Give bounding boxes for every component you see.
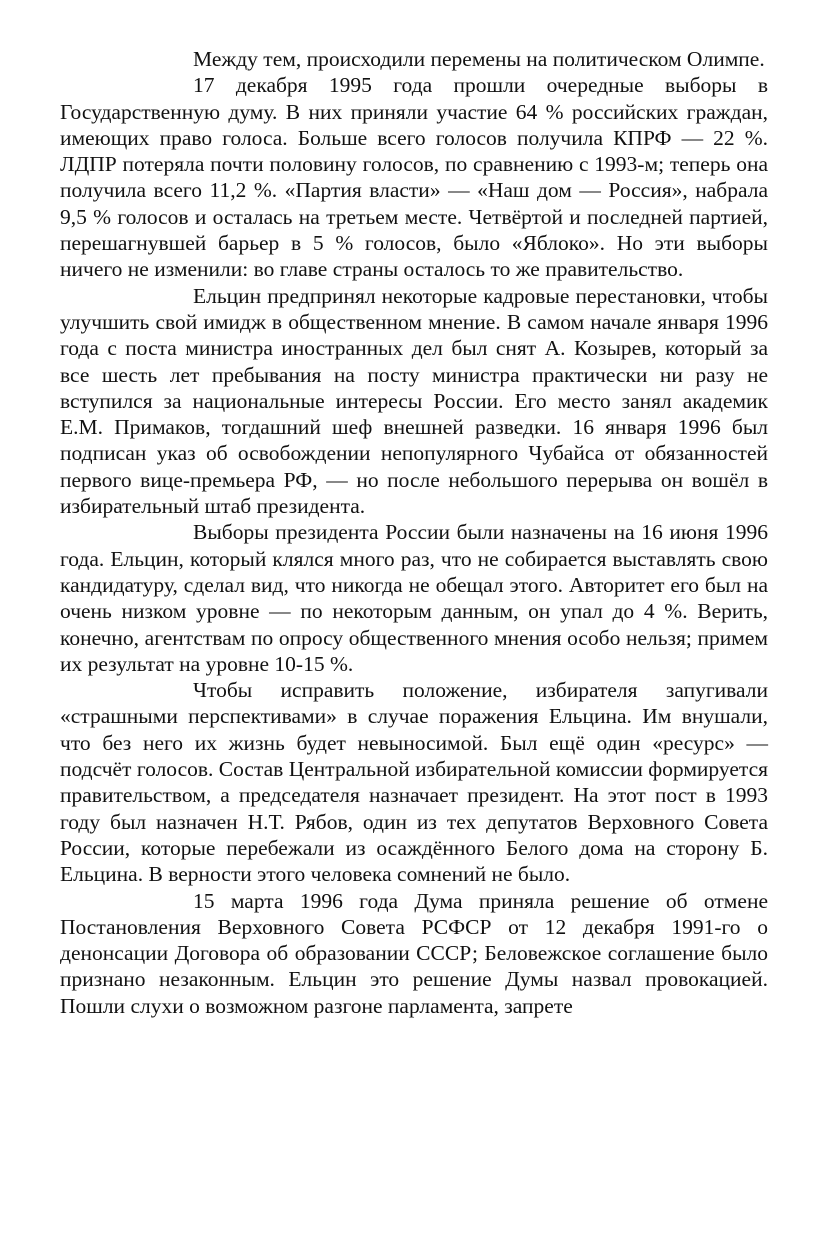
- paragraph-presidential-elections: Выборы президента России были назначены на 16 июня 1996 года. Ельцин, который клялся много раз, что не собирается выставлять свою кандидатуру, сделал вид, что никогда не обещал этого. Авторитет его был на очень низком уровне — по некоторым данным, он упал до 4 %. Верить, конечно, агентствам по опросу общественного мнения особо нельзя; примем их результат на уровне 10-15 %.: [60, 520, 768, 676]
- paragraph-duma-elections-1995: 17 декабря 1995 года прошли очередные выборы в Государственную думу. В них приняли участие 64 % российских граждан, имеющих право голоса. Больше всего голосов получила КПРФ — 22 %. ЛДПР потеряла почти половину голосов, по сравнению с 1993-м; теперь она получила всего 11,2 %. «Партия власти» — «Наш дом — Россия», набрала 9,5 % голосов и осталась на третьем месте. Четвёртой и последней партией, перешагнувшей барьер в 5 % голосов, было «Яблоко». Но эти выборы ничего не изменили: во главе страны осталось то же правительство.: [60, 73, 768, 282]
- paragraph-cabinet-reshuffle: Ельцин предпринял некоторые кадровые перестановки, чтобы улучшить свой имидж в общественном мнение. В самом начале января 1996 года с поста министра иностранных дел был снят А. Козырев, который за все шесть лет пребывания на посту министра практически ни разу не вступился за национальные интересы России. Его место занял академик Е.М. Примаков, тогдашний шеф внешней разведки. 16 января 1996 был подписан указ об освобождении непопулярного Чубайса от обязанностей первого вице-премьера РФ, — но после небольшого перерыва он вошёл в избирательный штаб президента.: [60, 283, 768, 519]
- paragraph-politics-intro: Между тем, происходили перемены на политическом Олимпе.: [193, 47, 765, 71]
- paragraph-duma-decision-1996: 15 марта 1996 года Дума приняла решение об отмене Постановления Верховного Совета РСФСР от 12 декабря 1991-го о денонсации Договора об образовании СССР; Беловежское соглашение было признано незаконным. Ельцин это решение Думы назвал провокацией. Пошли слухи о возможном разгоне парламента, запрете: [60, 888, 768, 1018]
- paragraph-voter-intimidation: Чтобы исправить положение, избирателя запугивали «страшными перспективами» в случае поражения Ельцина. Им внушали, что без него их жизнь будет невыносимой. Был ещё один «ресурс» — подсчёт голосов. Состав Центральной избирательной комиссии формируется правительством, а председателя назначает президент. На этот пост в 1993 году был назначен Н.Т. Рябов, один из тех депутатов Верховного Совета России, которые перебежали из осаждённого Белого дома на сторону Б. Ельцина. В верности этого человека сомнений не было.: [60, 678, 768, 887]
- document-page: [60, 46, 768, 1019]
